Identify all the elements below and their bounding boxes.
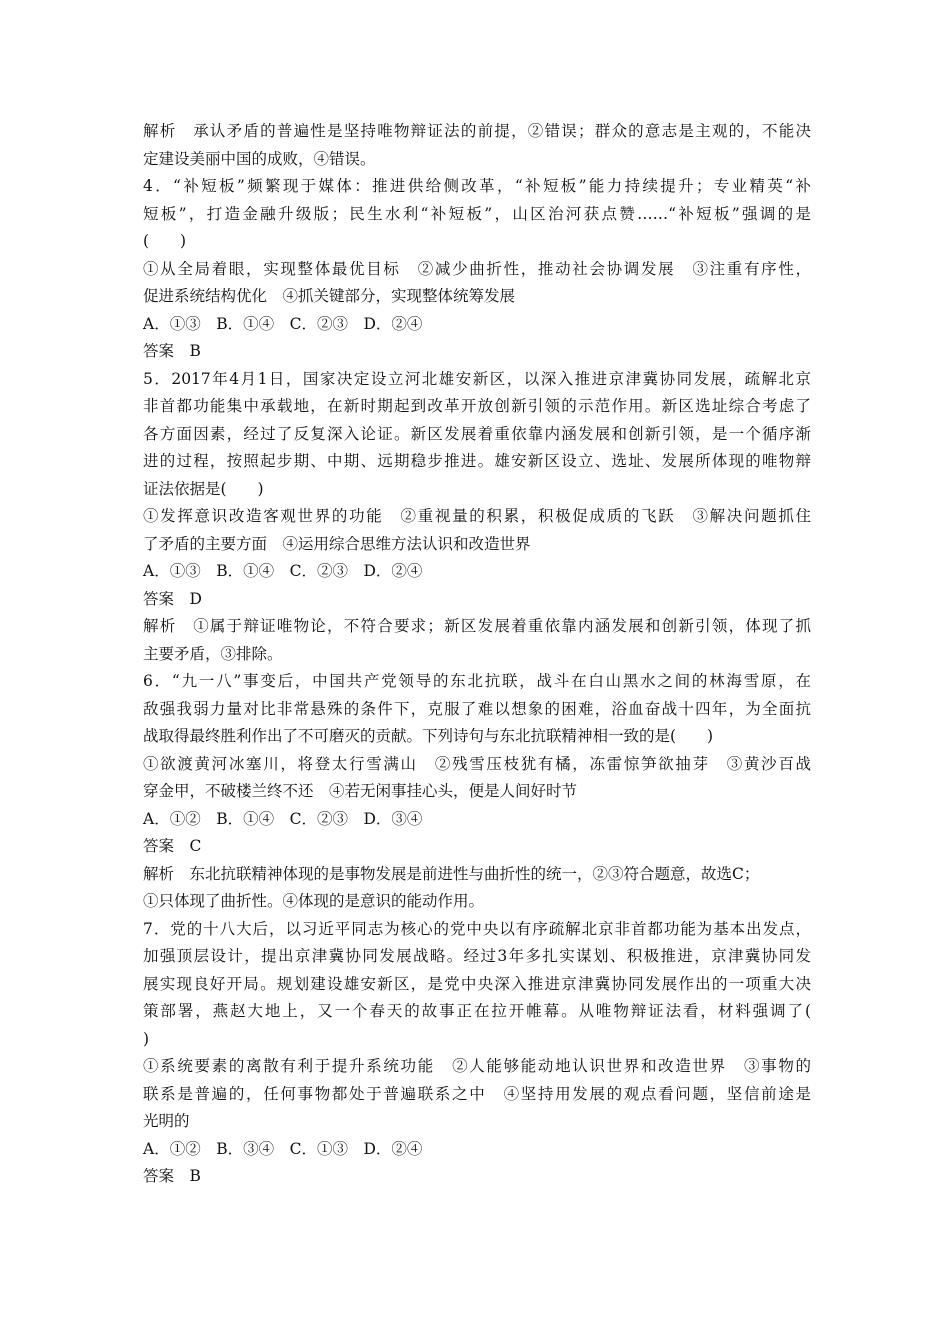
text-line: )	[143, 1029, 150, 1048]
text-line: 4．“补短板”频繁现于媒体：推进供给侧改革，“补短板”能力持续提升；专业精英“补	[143, 177, 811, 195]
text-line: 解析 承认矛盾的普遍性是坚持唯物辩证法的前提，②错误；群众的意志是主观的，不能决	[143, 122, 811, 140]
text-line: A．①② B．③④ C．①③ D．②④	[143, 1139, 423, 1158]
text-line: 非首都功能集中承载地，在新时期起到改革开放创新引领的示范作用。新区选址综合考虑了	[143, 397, 811, 415]
text-line: 答案 B	[143, 1167, 201, 1185]
text-line: 证法依据是( )	[143, 479, 264, 498]
text-line: ①只体现了曲折性。④体现的是意识的能动作用。	[143, 892, 485, 910]
text-line: 短板”，打造金融升级版；民生水利“补短板”，山区治河获点赞……“补短板”强调的是	[143, 204, 811, 223]
text-line: ①欲渡黄河冰塞川，将登太行雪满山 ②残雪压枝犹有橘，冻雷惊笋欲抽芽 ③黄沙百战	[143, 754, 811, 773]
text-line: 6．“九一八”事变后，中国共产党领导的东北抗联，战斗在白山黑水之间的林海雪原，在	[143, 672, 811, 690]
text-line: 进的过程，按照起步期、中期、远期稳步推进。雄安新区设立、选址、发展所体现的唯物辩	[143, 452, 811, 470]
text-line: 解析 ①属于辩证唯物论，不符合要求；新区发展着重依靠内涵发展和创新引领，体现了抓	[143, 617, 811, 635]
text-line: 展实现良好开局。规划建设雄安新区，是党中央深入推进京津冀协同发展作出的一项重大决	[143, 974, 811, 993]
text-line: A．①② B．①④ C．②③ D．③④	[143, 809, 423, 828]
text-line: 答案 B	[143, 342, 201, 360]
text-line: 答案 C	[143, 837, 202, 855]
text-line: 解析 东北抗联精神体现的是事物发展是前进性与曲折性的统一，②③符合题意，故选C；	[143, 864, 760, 883]
text-line: 联系是普遍的，任何事物都处于普遍联系之中 ④坚持用发展的观点看问题，坚信前途是	[143, 1084, 811, 1103]
text-line: 加强顶层设计，提出京津冀协同发展战略。经过3年多扎实谋划、积极推进，京津冀协同发	[143, 947, 811, 965]
text-line: 5．2017年4月1日，国家决定设立河北雄安新区，以深入推进京津冀协同发展，疏解北京	[143, 369, 811, 388]
text-line: 策部署，燕赵大地上，又一个春天的故事正在拉开帷幕。从唯物辩证法看，材料强调了(	[143, 1002, 811, 1020]
text-line: ( )	[143, 232, 187, 250]
text-line: 7．党的十八大后，以习近平同志为核心的党中央以有序疏解北京非首都功能为基本出发点，	[143, 919, 811, 938]
text-line: 敌强我弱力量对比非常悬殊的条件下，克服了难以想象的困难，浴血奋战十四年，为全面抗	[143, 699, 811, 718]
text-line: A．①③ B．①④ C．②③ D．②④	[143, 314, 423, 333]
text-line: ①从全局着眼，实现整体最优目标 ②减少曲折性，推动社会协调发展 ③注重有序性，	[143, 259, 811, 278]
text-line: ①系统要素的离散有利于提升系统功能 ②人能够能动地认识世界和改造世界 ③事物的	[143, 1057, 811, 1075]
text-line: 战取得最终胜利作出了不可磨灭的贡献。下列诗句与东北抗联精神相一致的是( )	[143, 727, 714, 745]
text-line: 答案 D	[143, 589, 202, 608]
document-body	[143, 118, 811, 1191]
text-line: 定建设美丽中国的成败，④错误。	[143, 149, 376, 168]
text-line: 光明的	[143, 1112, 190, 1130]
text-line: 穿金甲，不破楼兰终不还 ④若无闲事挂心头，便是人间好时节	[143, 782, 578, 800]
text-line: 各方面因素，经过了反复深入论证。新区发展着重依靠内涵发展和创新引领，是一个循序渐	[143, 424, 811, 443]
text-line: 促进系统结构优化 ④抓关键部分，实现整体统筹发展	[143, 287, 516, 305]
text-line: 主要矛盾，③排除。	[143, 644, 283, 663]
text-line: ①发挥意识改造客观世界的功能 ②重视量的积累，积极促成质的飞跃 ③解决问题抓住	[143, 507, 811, 525]
text-line: A．①③ B．①④ C．②③ D．②④	[143, 562, 423, 580]
text-line: 了矛盾的主要方面 ④运用综合思维方法认识和改造世界	[143, 534, 531, 553]
